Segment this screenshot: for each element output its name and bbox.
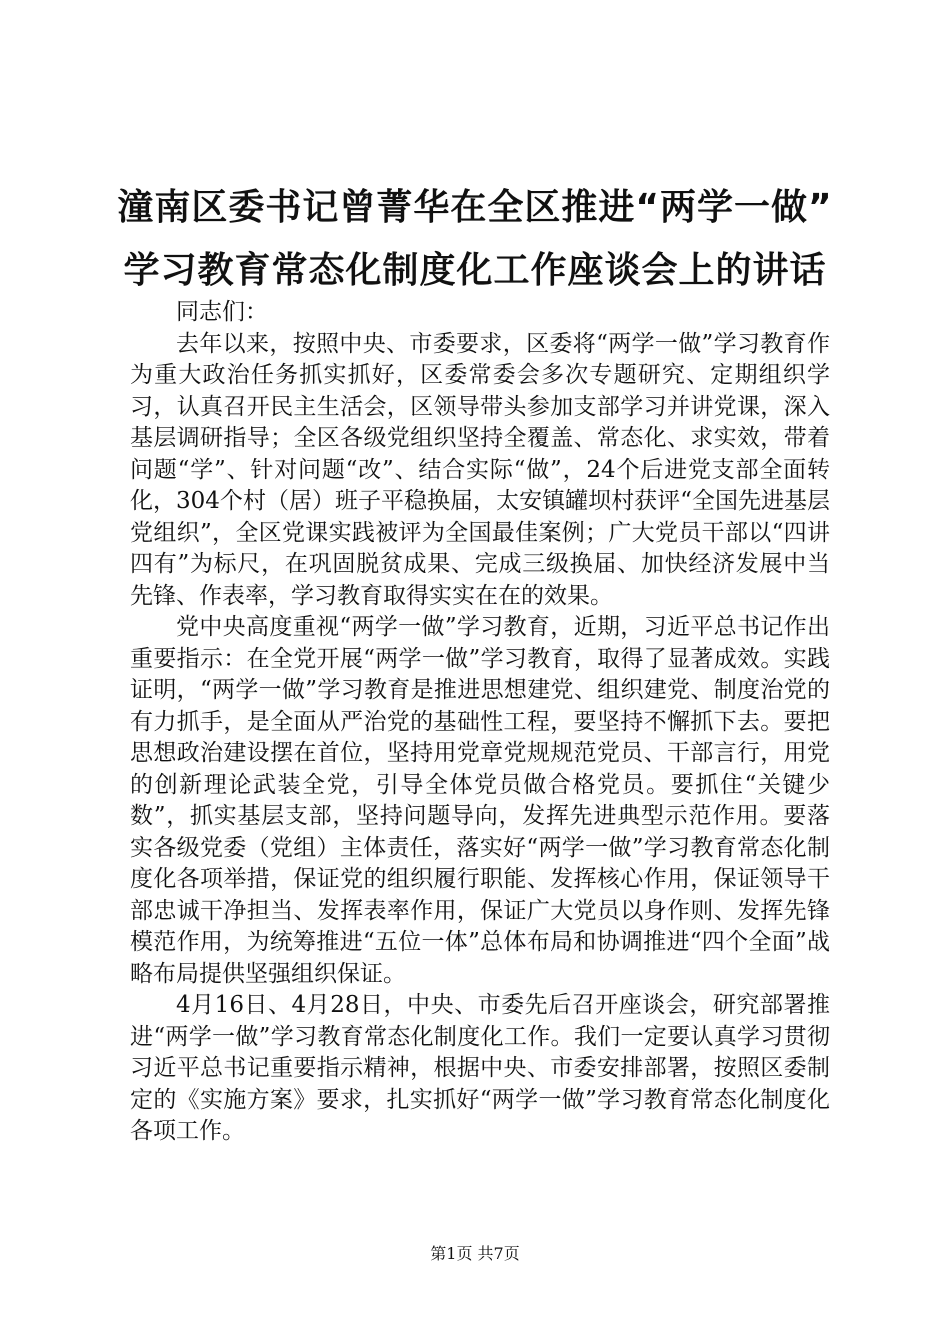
- body-paragraph-1: 去年以来，按照中央、市委要求，区委将“两学一做”学习教育作为重大政治任务抓实抓好，区委常委会多次专题研究、定期组织学习，认真召开民主生活会，区领导带头参加支部学习并讲党课，深入基层调研指导；全区各级党组织坚持全覆盖、常态化、求实效，带着问题“学”、针对问题“改”、结合实际“做”，24个后进党支部全面转化，304个村（居）班子平稳换届，太安镇罐坝村获评“全国先进基层党组织”，全区党课实践被评为全国最佳案例；广大党员干部以“四讲四有”为标尺，在巩固脱贫成果、完成三级换届、加快经济发展中当先锋、作表率，学习教育取得实实在在的效果。: [130, 330, 830, 609]
- body-paragraph-3: 4月16日、4月28日，中央、市委先后召开座谈会，研究部署推进“两学一做”学习教育常态化制度化工作。我们一定要认真学习贯彻习近平总书记重要指示精神，根据中央、市委安排部署，按照区委制定的《实施方案》要求，扎实抓好“两学一做”学习教育常态化制度化各项工作。: [130, 992, 830, 1144]
- greeting: 同志们：: [176, 299, 268, 325]
- document-title-line-2: 学习教育常态化制度化工作座谈会上的讲话: [123, 250, 827, 291]
- body-paragraph-2: 党中央高度重视“两学一做”学习教育，近期，习近平总书记作出重要指示：在全党开展“两学一做”学习教育，取得了显著成效。实践证明，“两学一做”学习教育是推进思想建党、组织建党、制度治党的有力抓手，是全面从严治党的基础性工程，要坚持不懈抓下去。要把思想政治建设摆在首位，坚持用党章党规规范党员、干部言行，用党的创新理论武装全党，引导全体党员做合格党员。要抓住“关键少数”，抓实基层支部，坚持问题导向，发挥先进典型示范作用。要落实各级党委（党组）主体责任，落实好“两学一做”学习教育常态化制度化各项举措，保证党的组织履行职能、发挥核心作用，保证领导干部忠诚干净担当、发挥表率作用，保证广大党员以身作则、发挥先锋模范作用，为统筹推进“五位一体”总体布局和协调推进“四个全面”战略布局提供坚强组织保证。: [130, 614, 830, 987]
- document-title-line-1: 潼南区委书记曾菁华在全区推进“两学一做”: [117, 187, 833, 228]
- page-number-footer: 第1页 共7页: [430, 1244, 520, 1263]
- document-body: [130, 297, 830, 1148]
